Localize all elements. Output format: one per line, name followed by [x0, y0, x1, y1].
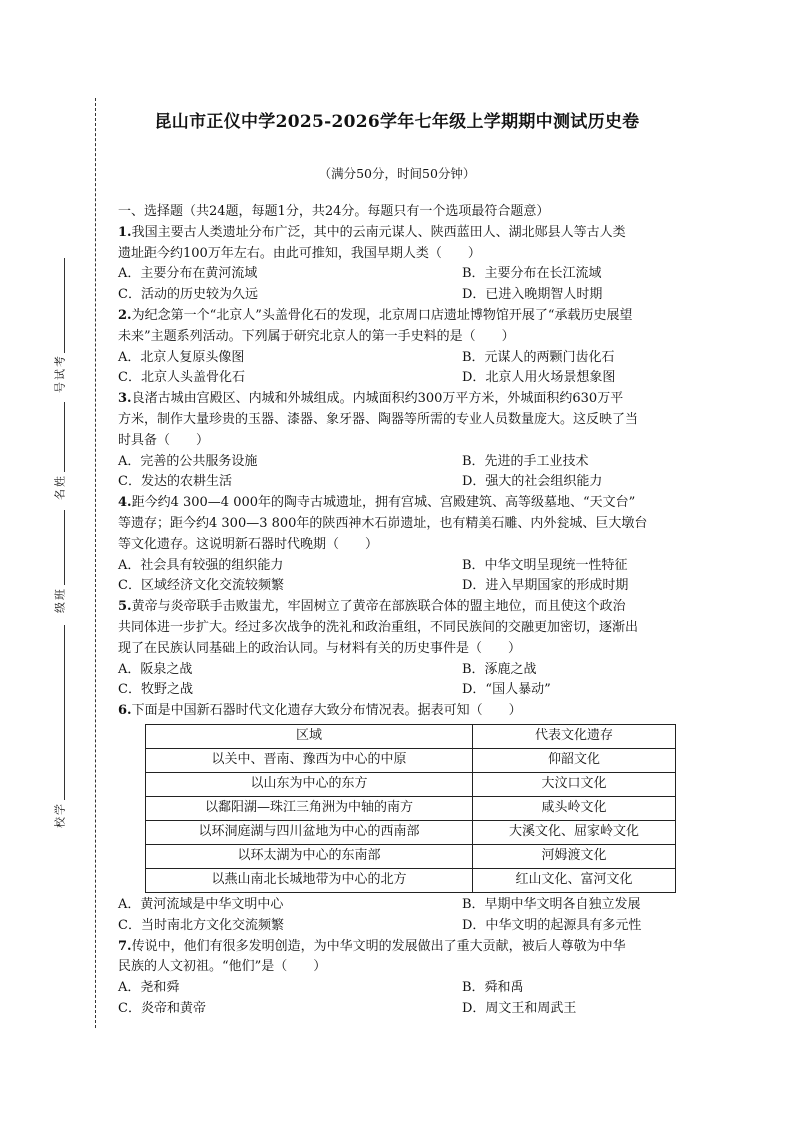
- question-2: [118, 306, 678, 389]
- question-stem-text: 共同体进一步扩大。经过多次战争的洗礼和政治重组，不同民族间的交融更加密切，逐渐出: [118, 619, 639, 635]
- question-number: 1.: [118, 224, 132, 240]
- question-stem-text: 时具备（ ）: [118, 432, 210, 448]
- question-text-line: [118, 514, 678, 535]
- table-header-cell: 区域: [146, 724, 473, 748]
- class-blank: [64, 510, 65, 585]
- question-stem-text: 良渚古城由宫殿区、内城和外城组成。内城面积约300万平方米，外城面积约630万平: [131, 391, 624, 407]
- question-stem-text: 方米，制作大量珍贵的玉器、漆器、象牙器、陶器等所需的专业人员数量庞大。这反映了当: [118, 411, 639, 427]
- table-row: [146, 748, 676, 772]
- question-list: [118, 223, 678, 1020]
- question-text-line: [118, 306, 678, 327]
- answer-option-a[interactable]: A．黄河流域是中华文明中心: [118, 896, 284, 912]
- answer-options: [118, 556, 678, 598]
- question-stem-text: 民族的人文初祖。“他们”是（ ）: [118, 959, 327, 975]
- question-text-line: [118, 937, 678, 958]
- answer-option-b[interactable]: B．元谋人的两颗门齿化石: [462, 349, 615, 365]
- question-stem-text: 未来”主题系列活动。下列属于研究北京人的第一手史料的是（ ）: [118, 328, 515, 344]
- answer-option-a[interactable]: A．社会具有较强的组织能力: [118, 557, 284, 573]
- question-number: 4.: [118, 495, 132, 511]
- table-cell: 以鄱阳湖—珠江三角洲为中轴的南方: [146, 796, 473, 820]
- answer-option-d[interactable]: D．已进入晚期智人时期: [462, 287, 603, 303]
- answer-options: [118, 452, 678, 494]
- answer-option-a[interactable]: A．阪泉之战: [118, 661, 193, 677]
- question-1: [118, 223, 678, 306]
- question-text-line: [118, 701, 678, 722]
- answer-options: [118, 895, 678, 937]
- question-stem-text: 下面是中国新石器时代文化遗存大致分布情况表。据表可知（ ）: [131, 703, 522, 719]
- page-subtitle: （满分50分，时间50分钟）: [318, 166, 476, 181]
- question-stem-text: 距今约4 300—4 000年的陶寺古城遗址，拥有宫城、宫殿建筑、高等级墓地、“天文台”: [131, 495, 636, 511]
- question-5: [118, 597, 678, 701]
- question-stem-text: 传说中，他们有很多发明创造，为中华文明的发展做出了重大贡献，被后人尊敬为中华: [131, 938, 626, 954]
- question-text-line: [118, 389, 678, 410]
- table-cell: 大溪文化、屈家岭文化: [473, 820, 676, 844]
- answer-option-c[interactable]: C．当时南北方文化交流频繁: [118, 917, 284, 933]
- answer-option-c[interactable]: C．发达的农耕生活: [118, 474, 232, 490]
- question-stem-text: 我国主要古人类遗址分布广泛，其中的云南元谋人、陕西蓝田人、湖北郧县人等古人类: [131, 224, 626, 240]
- question-text-line: [118, 327, 678, 348]
- answer-option-d[interactable]: D．中华文明的起源具有多元性: [462, 917, 642, 933]
- answer-option-c[interactable]: C．炎帝和黄帝: [118, 1000, 206, 1016]
- answer-option-c[interactable]: C．区域经济文化交流较频繁: [118, 578, 284, 594]
- question-stem-text: 黄帝与炎帝联手击败蚩尤，牢固树立了黄帝在部族联合体的盟主地位，而且使这个政治: [131, 599, 626, 615]
- exam-content: [118, 202, 678, 1020]
- question-stem-text: 为纪念第一个“北京人”头盖骨化石的发现，北京周口店遗址博物馆开展了“承载历史展望: [131, 307, 633, 323]
- answer-option-b[interactable]: B．中华文明呈现统一性特征: [462, 557, 628, 573]
- answer-option-b[interactable]: B．早期中华文明各自独立发展: [462, 896, 641, 912]
- question-text-line: [118, 431, 678, 452]
- question-text-line: [118, 493, 678, 514]
- question-number: 5.: [118, 599, 132, 615]
- table-row: [146, 772, 676, 796]
- table-row: [146, 820, 676, 844]
- answer-option-d[interactable]: D．强大的社会组织能力: [462, 474, 603, 490]
- answer-options: [118, 660, 678, 702]
- question-stem-text: 遗址距今约100万年左右。由此可推知，我国早期人类（ ）: [118, 245, 481, 261]
- table-row: [146, 796, 676, 820]
- answer-option-d[interactable]: D．“国人暴动”: [462, 682, 551, 698]
- answer-options: [118, 264, 678, 306]
- question-4: [118, 493, 678, 597]
- answer-option-b[interactable]: B．先进的手工业技术: [462, 453, 589, 469]
- answer-option-d[interactable]: D．进入早期国家的形成时期: [462, 578, 629, 594]
- question-6: [118, 701, 678, 936]
- question-7: [118, 937, 678, 1020]
- question-stem-text: 等遗存；距今约4 300—3 800年的陕西神木石峁遗址，也有精美石雕、内外瓮城、巨大墩台: [118, 515, 648, 531]
- answer-options: [118, 348, 678, 390]
- question-text-line: [118, 223, 678, 244]
- question-number: 3.: [118, 391, 132, 407]
- answer-option-c[interactable]: C．北京人头盖骨化石: [118, 370, 245, 386]
- side-label-class: 班 级: [53, 589, 67, 613]
- question-number: 7.: [118, 938, 132, 954]
- table-cell: 以环洞庭湖与四川盆地为中心的西南部: [146, 820, 473, 844]
- table-cell: 河姆渡文化: [473, 844, 676, 868]
- side-label-exam-number: 考 试 号: [53, 356, 67, 393]
- table-cell: 大汶口文化: [473, 772, 676, 796]
- table-cell: 红山文化、富河文化: [473, 868, 676, 892]
- table-cell: 以关中、晋南、豫西为中心的中原: [146, 748, 473, 772]
- table-header-row: [146, 724, 676, 748]
- answer-option-a[interactable]: A．完善的公共服务设施: [118, 453, 258, 469]
- table-row: [146, 844, 676, 868]
- question-stem-text: 等文化遗存。这说明新石器时代晚期（ ）: [118, 536, 379, 552]
- table-cell: 咸头岭文化: [473, 796, 676, 820]
- answer-option-a[interactable]: A．北京人复原头像图: [118, 349, 245, 365]
- name-blank: [64, 402, 65, 472]
- question-text-line: [118, 535, 678, 556]
- exam-number-blank: [64, 258, 65, 353]
- table-cell: 以山东为中心的东方: [146, 772, 473, 796]
- question-number: 6.: [118, 703, 132, 719]
- table-header-cell: 代表文化遗存: [473, 724, 676, 748]
- answer-option-b[interactable]: B．主要分布在长江流域: [462, 266, 602, 282]
- table-cell: 仰韶文化: [473, 748, 676, 772]
- answer-options: [118, 978, 678, 1020]
- question-stem-text: 现了在民族认同基础上的政治认同。与材料有关的历史事件是（ ）: [118, 640, 522, 656]
- answer-option-d[interactable]: D．北京人用火场景想象图: [462, 370, 616, 386]
- answer-option-b[interactable]: B．舜和禹: [462, 980, 524, 996]
- question-3: [118, 389, 678, 493]
- table-cell: 以环太湖为中心的东南部: [146, 844, 473, 868]
- page-title: 昆山市正仪中学2025-2026学年七年级上学期期中测试历史卷: [154, 112, 640, 132]
- question-text-line: [118, 244, 678, 265]
- section-heading: 一、选择题（共24题，每题1分，共24分。每题只有一个选项最符合题意）: [118, 204, 550, 219]
- school-blank: [64, 625, 65, 800]
- side-label-school: 学 校: [53, 804, 67, 828]
- question-number: 2.: [118, 307, 132, 323]
- answer-option-a[interactable]: A．尧和舜: [118, 980, 180, 996]
- question-text-line: [118, 410, 678, 431]
- answer-option-a[interactable]: A．主要分布在黄河流域: [118, 266, 258, 282]
- answer-option-c[interactable]: C．活动的历史较为久远: [118, 287, 258, 303]
- side-label-name: 姓 名: [53, 476, 67, 500]
- answer-option-b[interactable]: B．涿鹿之战: [462, 661, 537, 677]
- question-text-line: [118, 597, 678, 618]
- question-text-line: [118, 639, 678, 660]
- question-text-line: [118, 957, 678, 978]
- question-text-line: [118, 618, 678, 639]
- culture-distribution-table: [145, 724, 676, 893]
- table-row: [146, 868, 676, 892]
- answer-option-c[interactable]: C．牧野之战: [118, 682, 193, 698]
- table-cell: 以燕山南北长城地带为中心的北方: [146, 868, 473, 892]
- answer-option-d[interactable]: D．周文王和周武王: [462, 1000, 577, 1016]
- binding-dashed-line: [95, 98, 96, 1028]
